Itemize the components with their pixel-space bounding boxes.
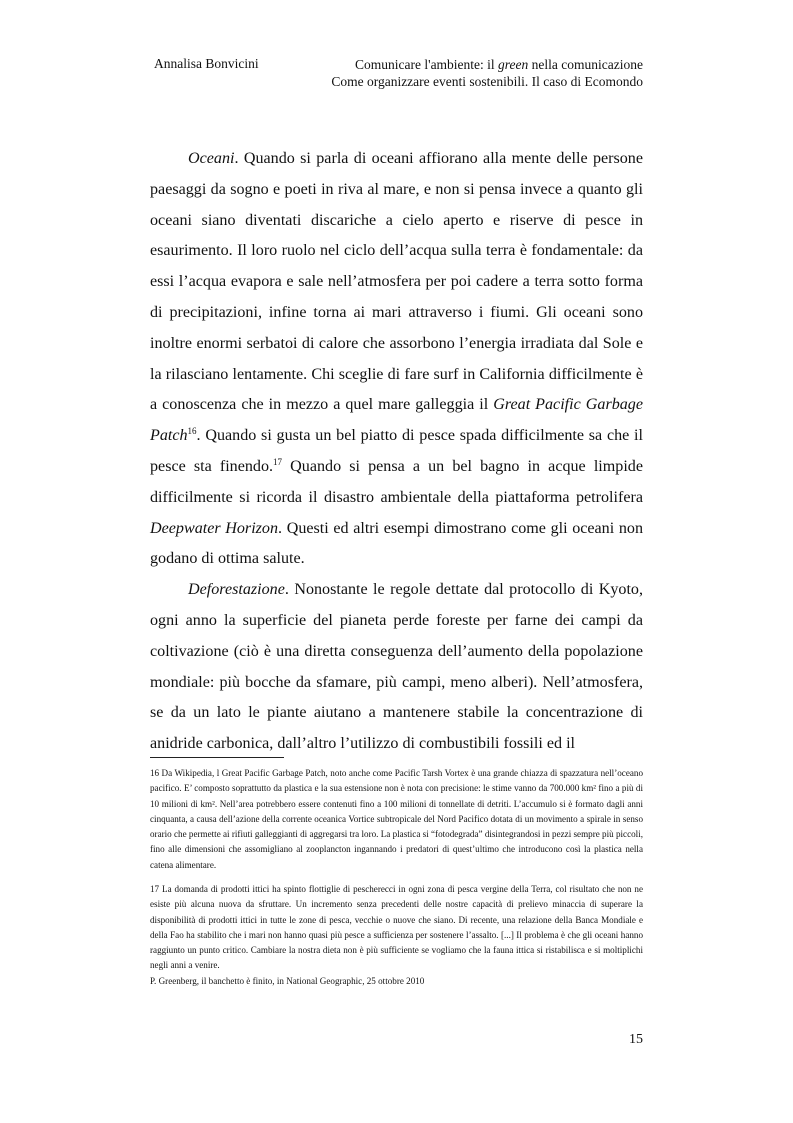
lead-deforestazione: Deforestazione xyxy=(188,581,285,599)
footnote-17 xyxy=(150,882,643,989)
term-garbage-patch: Great Pacific Garbage Patch xyxy=(150,396,643,445)
page-number: 15 xyxy=(629,1032,643,1047)
para1-text-2: . Quando si gusta un bel piatto di pesce spada difficilmente sa che il pesce sta finendo. xyxy=(150,427,643,475)
body-text xyxy=(150,144,643,760)
footnote-ref-17: 17 xyxy=(273,456,283,467)
footnote-separator xyxy=(150,757,284,758)
para2-text-1: . Nonostante le regole dettate dal protocollo di Kyoto, ogni anno la superficie del pianeta perde foreste per farne dei campi da coltivazione (ciò è una diretta conseguenza dell’aumento della popolazione mondiale: più bocche da sfamare, più campi, meno alberi). Nell’atmosfera, se da un lato le piante aiutano a mantenere stabile la concentrazione di anidride carbonica, dall’altro l’utilizzo di combustibili fossili ed il xyxy=(150,581,643,753)
footnote-17-source: P. Greenberg, il banchetto è finito, in National Geographic, 25 ottobre 2010 xyxy=(150,975,425,986)
header-title-emphasis: green xyxy=(498,57,529,72)
lead-oceani: Oceani xyxy=(188,150,235,167)
paragraph-deforestazione xyxy=(150,575,643,760)
header-title-block xyxy=(331,56,643,90)
header-title xyxy=(331,56,643,73)
footnote-17-text: 17 La domanda di prodotti ittici ha spinto flottiglie di pescherecci in ogni zona di pesca vergine della Terra, col risultato che non ne esiste più alcuna nuova da sfruttare. Un incremento senza precedenti delle nostre capacità di prelievo minaccia di superare la disponibilità di prodotti ittici in tutte le zone di pesca, vecchie o nuove che siano. Di recente, una relazione della Banca Mondiale e della Fao ha stabilito che i mari non hanno quasi più pesce a sufficienza per sostenere l’assalto. [...] Il problema è che gli oceani hanno raggiunto un punto critico. Cambiare la nostra dieta non è più sufficiente se vogliamo che la fauna ittica si ristabilisca e si moltiplichi negli anni a venire. xyxy=(150,884,643,971)
header-subtitle: Come organizzare eventi sostenibili. Il caso di Ecomondo xyxy=(331,74,643,89)
header-title-post: nella comunicazione xyxy=(528,57,643,72)
paragraph-oceani xyxy=(150,144,643,575)
term-deepwater-horizon: Deepwater Horizon xyxy=(150,519,279,537)
para1-text-4: . Questi ed altri esempi dimostrano come gli oceani non godano di ottima salute. xyxy=(150,519,643,568)
footnote-ref-16: 16 xyxy=(187,426,197,437)
para1-text-1: . Quando si parla di oceani affiorano alla mente delle persone paesaggi da sogno e poeti in riva al mare, e non si pensa invece a quanto gli oceani siano diventati discariche a cielo aperto e riserve di pesce in esaurimento. Il loro ruolo nel ciclo dell’acqua sulla terra è fondamentale: da essi l’acqua evapora e sale nell’atmosfera per poi cadere a terra sotto forma di precipitazioni, infine torna ai mari attraverso i fiumi. Gli oceani sono inoltre enormi serbatoi di calore che assorbono l’energia irradiata dal Sole e la rilasciano lentamente. Chi sceglie di fare surf in California difficilmente è a conoscenza che in mezzo a quel mare galleggia il xyxy=(150,150,643,414)
header-title-pre: Comunicare l'ambiente: il xyxy=(355,57,499,72)
footnote-16: 16 Da Wikipedia, l Great Pacific Garbage Patch, noto anche come Pacific Tarsh Vortex è una grande chiazza di spazzatura nell’oceano pacifico. E’ composto soprattutto da plastica e la sua estensione non è nota con precisione: le stime vanno da 700.000 km² fino a più di 10 milioni di km². Nell’area potrebbero essere contenuti fino a 100 milioni di tonnellate di detriti. L’accumulo si è formato dagli anni cinquanta, a causa dell’azione della corrente oceanica Vortice subtropicale del Nord Pacifico dotata di un movimento a spirale in senso orario che permette ai rifiuti galleggianti di aggregarsi tra loro. La plastica si “fotodegrada” disintegrandosi in pezzi sempre più piccoli, fino alle dimensioni che assomigliano al zooplancton ingannando i predatori di quest’ultimo che introducono così la plastica nella catena alimentare. xyxy=(150,768,643,870)
para1-text-3: Quando si pensa a un bel bagno in acque limpide difficilmente si ricorda il disastro ambientale della piattaforma petrolifera xyxy=(150,457,643,506)
header-author: Annalisa Bonvicini xyxy=(154,56,259,71)
